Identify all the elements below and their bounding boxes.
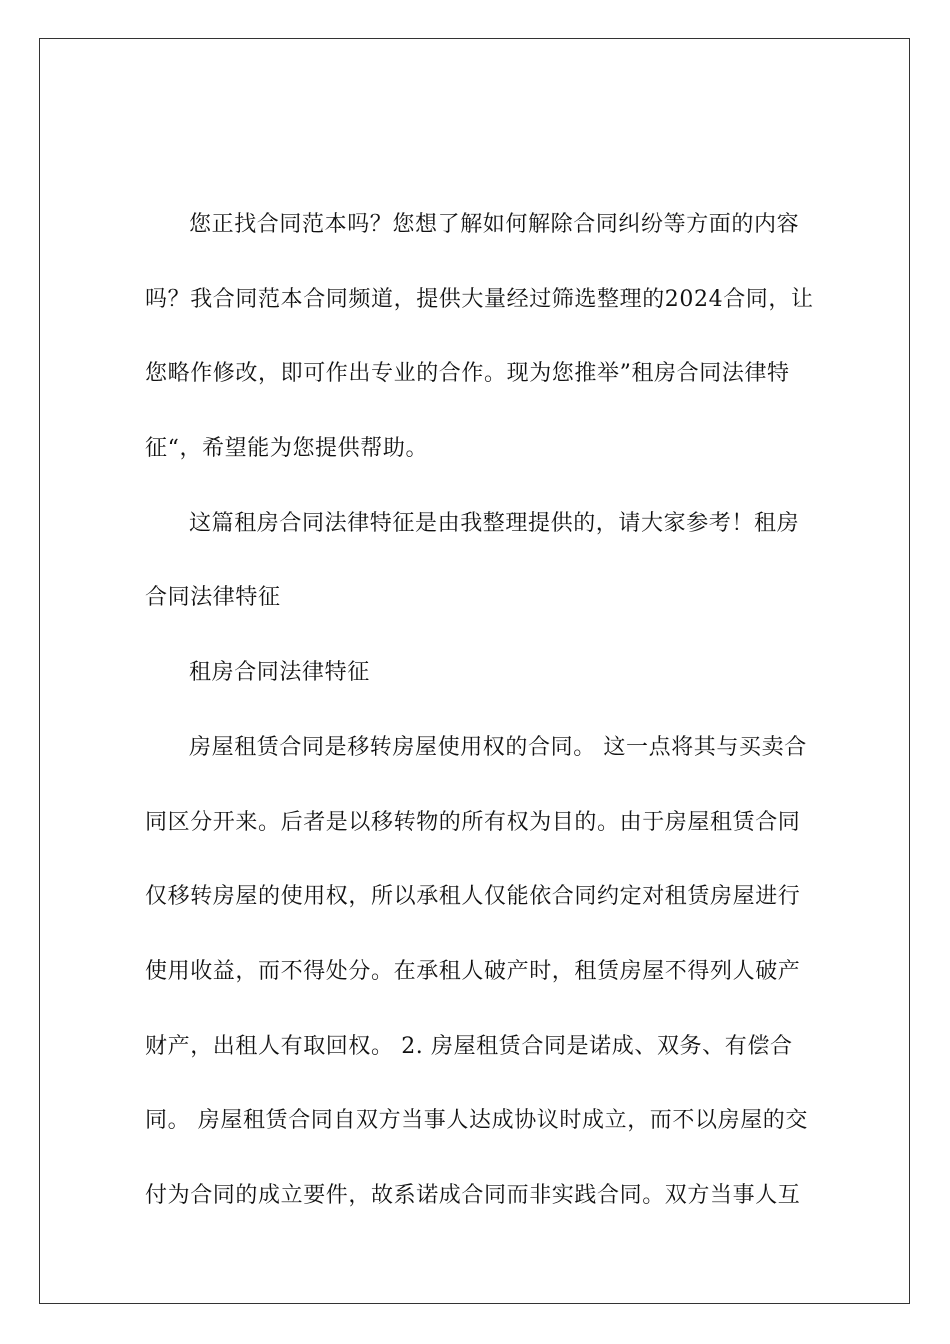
paragraph-1-line-4: 征“，希望能为您提供帮助。 — [145, 436, 429, 461]
paragraph-1-line-2: 吗？我合同范本合同频道，提供大量经过筛选整理的2024合同，让 — [145, 287, 814, 312]
paragraph-1-line-1: 您正找合同范本吗？您想了解如何解除合同纠纷等方面的内容 — [189, 212, 800, 237]
paragraph-2-line-2: 合同法律特征 — [145, 585, 281, 610]
paragraph-3-line-3: 仅移转房屋的使用权，所以承租人仅能依合同约定对租赁房屋进行 — [145, 884, 801, 909]
paragraph-2-line-1: 这篇租房合同法律特征是由我整理提供的，请大家参考！租房 — [189, 511, 800, 536]
paragraph-3-line-1: 房屋租赁合同是移转房屋使用权的合同。 这一点将其与买卖合 — [189, 735, 807, 760]
paragraph-3-line-5: 财产，出租人有取回权。 2. 房屋租赁合同是诺成、双务、有偿合 — [145, 1034, 793, 1059]
section-heading: 租房合同法律特征 — [189, 660, 370, 685]
paragraph-1-line-3: 您略作修改，即可作出专业的合作。现为您推举”租房合同法律特 — [145, 361, 790, 386]
paragraph-3-line-6: 同。 房屋租赁合同自双方当事人达成协议时成立，而不以房屋的交 — [145, 1108, 808, 1133]
paragraph-3-line-4: 使用收益，而不得处分。在承租人破产时，租赁房屋不得列人破产 — [145, 959, 801, 984]
paragraph-3-line-2: 同区分开来。后者是以移转物的所有权为目的。由于房屋租赁合同 — [145, 810, 801, 835]
paragraph-3-line-7: 付为合同的成立要件，故系诺成合同而非实践合同。双方当事人互 — [145, 1183, 801, 1208]
